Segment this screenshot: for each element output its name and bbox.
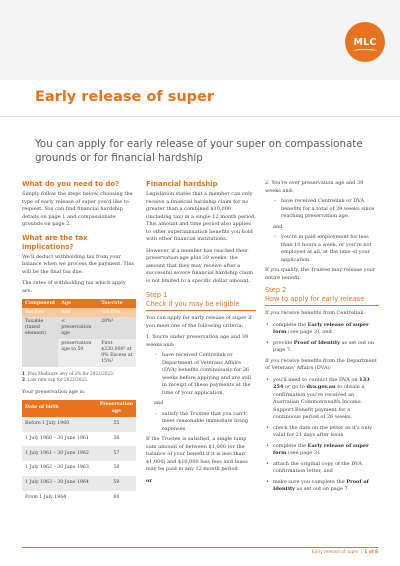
paragraph-financial-2: However, if a member has reached their preservation age plus 39 weeks, the amount that they may receive after a successful severe financial hardship claim is not limited to a specific dollar amount. [146, 247, 253, 284]
footnote-1: 1 Plus Medicare levy of 2% for 2022/2023. [22, 370, 115, 376]
dva-phone: 133 254 [273, 376, 370, 390]
centrelink-item-id: • provide Proof of Identity as set out on page 7. [265, 340, 379, 355]
pres-age-cell: 58 [97, 461, 136, 476]
table-row [22, 461, 136, 476]
paragraph-what-to-do: Simply follow the steps below, choosing the type of early release of super you'd like to request. You can find financial hardship details on page 1 and compassionate grounds on page 2. [22, 191, 133, 227]
step-1-label: Step 1 [146, 291, 168, 299]
criterion-1: 1. You're under preservation age and 39 weeks and: [146, 334, 249, 348]
title-divider [0, 116, 400, 117]
pres-dob-cell: 1 July 1961 – 30 June 1962 [22, 446, 97, 461]
dva-item-attach: • attach the original copy of the DVA confirmation letter, and [265, 461, 379, 476]
footer-divider [22, 547, 378, 548]
step-2-label: Step 2 [265, 286, 287, 294]
pres-age-cell: 60 [97, 491, 136, 506]
paragraph-financial-1: Legislation states that a member can only receive a financial hardship claim for no greater than a combined $10,000 (including tax) in a single 12 month period. This amount and time period also applies to other superannuation benefits you hold with other financial institutions. [146, 191, 256, 242]
paragraph-preservation: Your preservation age is: [22, 388, 86, 395]
centrelink-item-form: • complete the Early release of super form (see page 3), and [265, 322, 379, 337]
table-row [22, 417, 136, 432]
pres-age-cell: 59 [97, 476, 136, 491]
step-1-title: Check if you may be eligible [146, 299, 240, 308]
heading-what-to-do: What do you need to do? [22, 180, 120, 188]
table-row [22, 446, 136, 461]
logo-wave-icon [353, 49, 377, 53]
and-1: and [154, 400, 164, 406]
paragraph-tax-1: We'll deduct withholding tax from your balance when we process the payment. This will be the final tax due. [22, 253, 135, 275]
link-early-release-form[interactable]: Early release of super form [273, 321, 369, 335]
paragraph-qualify: If you qualify, the Trustee may release your entire benefit. [265, 267, 376, 281]
criterion-2-list-b [265, 234, 379, 264]
criterion-2-item-b: – you're in paid employment for less than 10 hours a week, or you're not employed at all, at the time of your application. [273, 234, 379, 264]
table-row [22, 491, 136, 506]
pres-dob-cell: Before 1 July 1960 [22, 417, 97, 432]
paragraph-tax-2: The rates of withholding tax which apply are: [22, 280, 126, 294]
dva-list [265, 377, 379, 494]
pres-age-cell: 55 [97, 417, 136, 432]
tax-table-header-rate: Tax-rate [98, 299, 136, 308]
heading-tax-implications: What are the tax implications? [22, 233, 88, 251]
tax-table-header-component: Component [22, 299, 58, 308]
mlc-logo [345, 22, 385, 62]
column-2 [146, 180, 256, 489]
dva-item-date: • check the date on the letter as it's only valid for 21 days after issue [265, 425, 379, 440]
pres-age-cell: 57 [97, 446, 136, 461]
heading-financial-hardship: Financial hardship [146, 180, 218, 188]
centrelink-list [265, 322, 379, 355]
step-1-divider [146, 310, 256, 311]
tax-free-rate: Tax free [98, 308, 136, 317]
criterion-1-item-b: – satisfy the Trustee that you can't meet reasonable immediate living expenses. [154, 411, 256, 434]
pres-dob-cell: 1 July 1962 – 30 June 1963 [22, 461, 97, 476]
criterion-1-list-b [146, 411, 256, 434]
paragraph-centrelink: If you receive benefits from Centrelink: [265, 310, 366, 316]
table-row [22, 432, 136, 447]
criterion-2-item-a: – have received Centrelink or DVA benefits for a total of 39 weeks since reaching preservation age, [273, 198, 379, 221]
page-title: Early release of super [35, 89, 215, 105]
tax-table-header-age: Age [58, 299, 98, 308]
dva-item-form: • complete the Early release of super form (see page 3). [265, 443, 379, 458]
pres-table-header-dob: Date of birth [22, 400, 97, 416]
criterion-2-list-a [265, 198, 379, 221]
footer-page-number: 1 of 8 [364, 550, 378, 555]
or-label: or [146, 477, 152, 484]
paragraph-dva: If you receive benefits from the Department of Veterans' Affairs (DVA): [265, 357, 377, 371]
logo-text: MLC [353, 36, 377, 48]
tax-free-age: Any [58, 308, 98, 317]
footnotes [22, 371, 136, 383]
tax-rate-table [22, 299, 136, 367]
footer [312, 550, 378, 555]
column-3 [265, 180, 379, 497]
column-1 [22, 180, 136, 506]
link-early-release-form-dva[interactable]: Early release of super form [273, 442, 369, 456]
pres-dob-cell: 1 July 1963 – 30 June 1964 [22, 476, 97, 491]
taxable-component: Taxable (taxed element) [22, 317, 58, 366]
dva-website-link[interactable]: dva.gov.au [306, 384, 336, 390]
dva-item-id: • make sure you complete the Proof of Identity as set out on page 7. [265, 479, 379, 494]
pres-dob-cell: 1 July 1960 – 30 June 1961 [22, 432, 97, 447]
taxable-rate-2: First $230,000² at 0% Excess at 15%¹ [98, 339, 136, 367]
table-row [22, 476, 136, 491]
taxable-age-1: < preservation age [58, 317, 98, 339]
footer-doc-title: Early release of super [311, 550, 359, 555]
criterion-1-item-a: – have received Centrelink or Department of Veterans Affairs (DVA) benefits continuously for 26 weeks before applying and are still in receipt of these payments at the time of your application, [154, 352, 256, 397]
taxable-age-2: preservation age to 59 [58, 339, 98, 367]
paragraph-lump-sum: If the Trustee is satisfied, a single lump sum amount of between $1,000 (or the balance of your benefit if it is less than $1,000) and $10,000 less fees and taxes may be paid in any 12-month period. [146, 436, 248, 472]
dva-item-contact: • you'll need to contact the DVA on 133 254 or go to dva.gov.au to obtain a confirmation you've received an Australian Commonwealth Income Support Benefit payment for a continuous period of 26 weeks. [265, 377, 379, 422]
header-band [0, 0, 400, 80]
step-2-title: How to apply for early release [265, 294, 365, 303]
intro-heading: You can apply for early release of your super on compassionate grounds or for financial hardship [35, 138, 363, 164]
pres-dob-cell: From 1 July 1964 [22, 491, 97, 506]
taxable-rate-1: 20%¹ [98, 317, 136, 339]
pres-age-cell: 56 [97, 432, 136, 447]
criterion-1-list-a [146, 352, 256, 397]
tax-free-component: Tax free [22, 308, 58, 317]
pres-table-header-age: Preservation age [97, 400, 136, 416]
step-2-divider [265, 305, 379, 306]
and-2: and [273, 223, 283, 230]
preservation-age-table [22, 400, 136, 505]
criterion-2: 2. You're over preservation age and 39 weeks and: [265, 180, 364, 194]
link-proof-of-identity-dva[interactable]: Proof of Identity [273, 478, 369, 492]
link-proof-of-identity[interactable]: Proof of Identity [293, 339, 341, 346]
footer-separator: | [360, 550, 363, 555]
footnote-2: 2 Low rate cap for 2022/2023. [22, 376, 89, 382]
paragraph-eligibility: You can apply for early release of super if you meet one of the following criteria: [146, 315, 252, 329]
